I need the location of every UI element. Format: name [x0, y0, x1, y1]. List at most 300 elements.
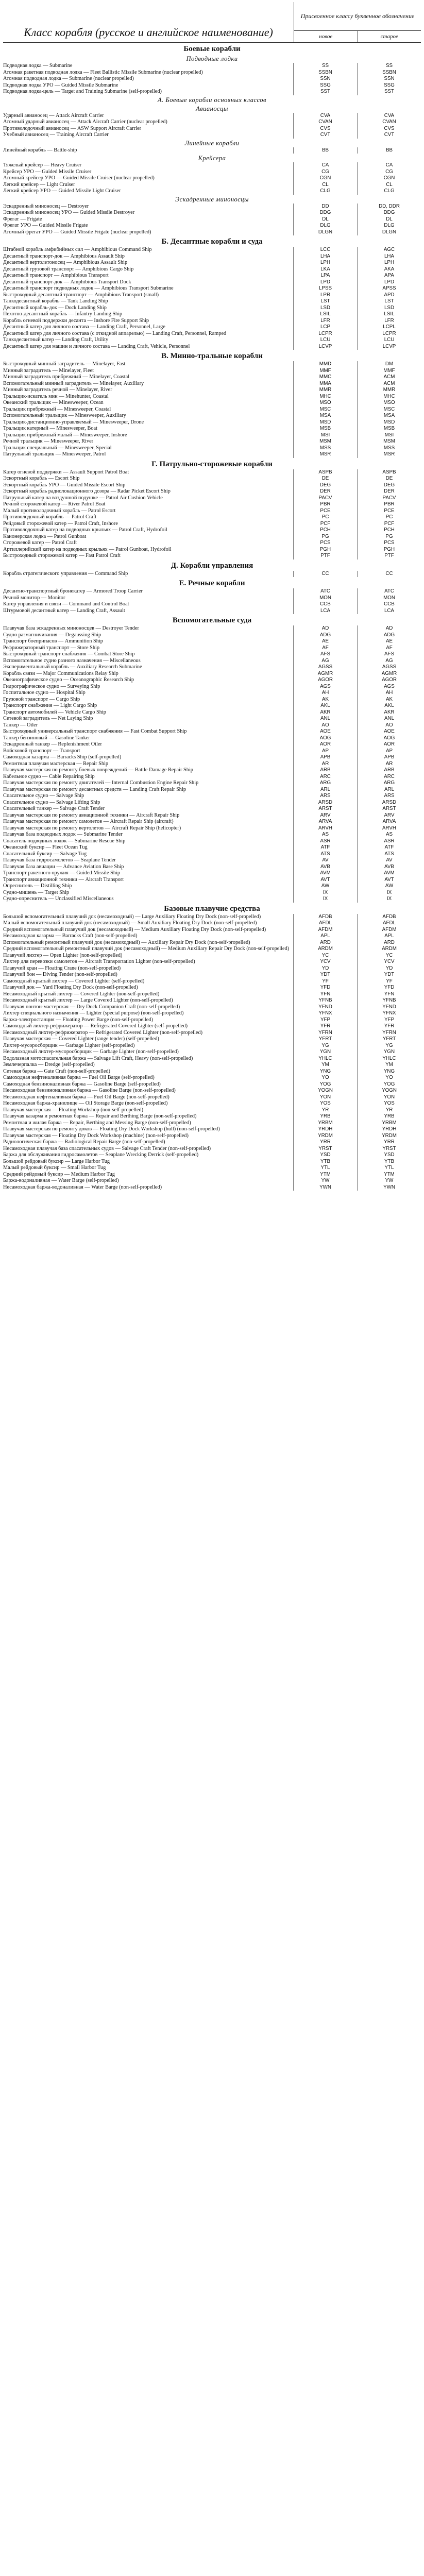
code-new	[293, 991, 357, 998]
code-old	[357, 645, 421, 652]
table-row	[3, 825, 421, 832]
code-old	[357, 476, 421, 482]
code-new	[293, 387, 357, 394]
table-row	[3, 229, 421, 236]
code-value: LPA	[320, 273, 330, 278]
code-value: AF	[386, 645, 393, 651]
code-value: ARSD	[318, 799, 333, 805]
class-name: Вспомогательный ремонтный плавучий док (несамоходный) — Auxiliary Repair Dry Dock (non-self-propelled)	[3, 939, 250, 945]
code-value: MMC	[319, 374, 332, 380]
code-new	[293, 671, 357, 677]
code-new	[293, 426, 357, 432]
code-new	[293, 305, 357, 312]
table-row	[3, 508, 421, 515]
table-row	[3, 381, 421, 387]
class-name: Десантно-транспортный бронекатер — Armored Troop Carrier	[3, 588, 143, 594]
code-value: AFS	[320, 651, 331, 657]
code-new	[293, 787, 357, 793]
table-row	[3, 400, 421, 406]
code-value: AW	[385, 883, 394, 889]
table-row	[3, 482, 421, 489]
table-row	[3, 832, 421, 838]
code-new	[293, 1036, 357, 1043]
code-old	[357, 754, 421, 761]
code-value: YSD	[384, 1152, 395, 1158]
table-row	[3, 337, 421, 344]
class-name: Тральщик катерный — Minesweeper, Boat	[3, 426, 97, 431]
code-value: MSC	[383, 406, 395, 412]
code-new	[293, 394, 357, 400]
class-name: Плавучая база подводных лодок — Submarine Tender	[3, 832, 123, 837]
class-name: Вспомогательное судно разного назначения — Miscellaneous	[3, 657, 141, 664]
code-value: MSI	[384, 432, 394, 438]
code-value: YOGN	[382, 1088, 397, 1093]
code-new	[293, 89, 357, 95]
class-name: Плавучая база гидросамолетов — Seaplane Tender	[3, 857, 116, 863]
code-value: ARC	[320, 773, 331, 779]
code-new	[293, 838, 357, 845]
table-row	[3, 331, 421, 337]
class-name: Тральщик прибрежный — Minesweeper, Coastal	[3, 406, 111, 412]
code-new	[293, 508, 357, 515]
code-new	[293, 204, 357, 210]
code-new	[293, 1120, 357, 1127]
code-value: CGN	[319, 175, 331, 181]
table-row	[3, 703, 421, 709]
code-new	[293, 1139, 357, 1146]
class-name: Баржа-электростанция — Floating Power Barge (non-self-propelled)	[3, 1016, 153, 1023]
table-row	[3, 864, 421, 871]
code-value: MHC	[319, 393, 331, 399]
code-value: YTB	[320, 1158, 331, 1164]
code-value: YD	[321, 965, 329, 971]
code-value: DDG	[319, 210, 331, 215]
code-old	[357, 703, 421, 709]
code-value: YGN	[383, 1049, 395, 1055]
code-value: ASR	[384, 838, 395, 844]
code-value: MSB	[319, 426, 331, 431]
code-old	[357, 406, 421, 413]
code-new	[293, 1081, 357, 1088]
code-value: AOG	[383, 735, 395, 741]
group-subtitle: Подводные лодки	[186, 55, 238, 62]
table-row	[3, 273, 421, 279]
code-value: MSD	[383, 419, 395, 425]
class-name: Учебный авианосец — Training Aircraft Carrier	[3, 132, 109, 138]
code-value: LCA	[384, 607, 395, 614]
code-old	[357, 927, 421, 934]
code-value: MSA	[383, 413, 395, 418]
table-row	[3, 1139, 421, 1146]
code-value: SSG	[320, 82, 331, 88]
code-old	[357, 175, 421, 182]
class-name: Несамоходная бензиноналивная баржа — Gasoline Barge (non-self-propelled)	[3, 1088, 176, 1093]
code-new	[293, 978, 357, 985]
code-old	[357, 119, 421, 126]
class-name: Судно-опреснитель — Unclassified Miscellaneous	[3, 896, 114, 902]
code-old	[357, 419, 421, 426]
code-old	[357, 182, 421, 189]
class-name: Быстроходный транспорт снабжения — Combat Store Ship	[3, 651, 135, 657]
code-new	[293, 547, 357, 553]
code-value: MSM	[383, 438, 395, 444]
group-subtitle: Эскадренные миноносцы	[175, 195, 249, 203]
code-old	[357, 825, 421, 832]
code-value: YFN	[320, 991, 331, 997]
table-row	[3, 991, 421, 998]
code-value: SSG	[384, 82, 395, 88]
code-value: LCPL	[383, 324, 396, 330]
table-row	[3, 1107, 421, 1114]
code-old	[357, 933, 421, 940]
code-new	[293, 253, 357, 260]
code-new	[293, 482, 357, 489]
code-value: LCU	[384, 337, 395, 343]
table-row	[3, 851, 421, 858]
table-row	[3, 684, 421, 690]
class-name: Легкий крейсер — Light Cruiser	[3, 181, 75, 188]
code-value: AVM	[384, 870, 395, 876]
class-name: Десантный транспорт-док — Amphibious Transport Dock	[3, 279, 131, 285]
code-value: YFRT	[318, 1036, 332, 1042]
code-old	[357, 997, 421, 1004]
code-value: MSI	[320, 432, 330, 438]
code-new	[293, 883, 357, 890]
code-value: YHLC	[318, 1055, 332, 1061]
code-old	[357, 677, 421, 684]
code-value: AG	[321, 657, 329, 664]
code-old	[357, 162, 421, 169]
code-value: AD	[385, 625, 393, 631]
code-new	[293, 70, 357, 76]
code-old	[357, 381, 421, 387]
code-new	[293, 285, 357, 292]
code-value: DDG	[383, 210, 395, 215]
code-old	[357, 1049, 421, 1056]
table-row	[3, 933, 421, 940]
code-new	[293, 754, 357, 761]
code-value: AFDM	[318, 926, 333, 933]
table-row	[3, 1184, 421, 1191]
class-name: Легкий крейсер УРО — Guided Missile Light Cruiser	[3, 188, 121, 194]
code-value: PCH	[384, 527, 395, 533]
class-name: Катер огневой поддержки — Assault Support Patrol Boat	[3, 469, 129, 475]
code-value: PC	[385, 514, 393, 520]
code-value: MMR	[319, 387, 332, 393]
class-name: Линейный корабль — Battle-ship	[3, 147, 77, 153]
code-value: LCPR	[318, 330, 332, 336]
code-value: AVM	[320, 870, 331, 876]
code-new	[293, 1172, 357, 1178]
code-value: ARV	[384, 812, 395, 818]
code-value: MMF	[383, 367, 395, 374]
class-name: Подводная лодка УРО — Guided Missile Submarine	[3, 82, 118, 88]
class-name: Вспомогательный тральщик — Minesweeper, Auxiliary	[3, 413, 126, 418]
table-row	[3, 210, 421, 216]
code-value: AKL	[384, 703, 394, 708]
code-value: CLG	[384, 188, 395, 194]
table-row	[3, 501, 421, 508]
table-row	[3, 671, 421, 677]
code-value: ARD	[320, 939, 331, 945]
code-old	[357, 877, 421, 884]
code-value: YTM	[320, 1171, 331, 1177]
code-new	[293, 279, 357, 286]
class-name: Эскадренный миноносец УРО — Guided Missile Destroyer	[3, 210, 135, 215]
code-value: YW	[321, 1178, 330, 1183]
class-name: Лихтер-мусоросборщик — Garbage Lighter (self-propelled)	[3, 1042, 135, 1048]
code-value: LPH	[320, 260, 331, 265]
code-old	[357, 1075, 421, 1081]
code-value: AW	[321, 883, 330, 889]
class-name: Лихтер специального назначения — Lighter (special purpose) (non-self-propelled)	[3, 1010, 184, 1016]
code-value: MSR	[319, 451, 331, 457]
code-old	[357, 298, 421, 305]
code-new	[293, 1023, 357, 1030]
code-old	[357, 748, 421, 755]
code-value: LPR	[320, 292, 331, 298]
class-name: Десантный вертолетоносец — Amphibious Assault Ship	[3, 260, 128, 265]
class-name: Патрульный тральщик — Minesweeper, Patrol	[3, 451, 106, 457]
code-old	[357, 445, 421, 452]
class-name: Плавучий кран — Floating Crane (non-self-propelled)	[3, 965, 121, 971]
class-name: Кабельное судно — Cable Repairing Ship	[3, 773, 95, 779]
class-name: Плавучая казарма и ремонтная баржа — Repair and Berthing Barge (non-self-propelled)	[3, 1113, 197, 1119]
code-old	[357, 1178, 421, 1184]
section-title: Базовые плавучие средства	[164, 904, 260, 913]
table-row	[3, 571, 421, 578]
code-value: DLG	[320, 223, 331, 228]
code-value: YR	[321, 1107, 329, 1113]
class-name: Самоходная бензиноналивная баржа — Gasoline Barge (self-propelled)	[3, 1081, 161, 1087]
table-row	[3, 305, 421, 312]
class-name: Самоходная казарма — Barracks Ship (self-propelled)	[3, 754, 122, 760]
table-row	[3, 1004, 421, 1011]
code-old	[357, 1010, 421, 1017]
code-new	[293, 972, 357, 978]
code-value: AH	[385, 690, 393, 696]
table-row	[3, 716, 421, 722]
code-value: LSIL	[384, 311, 395, 317]
code-new	[293, 229, 357, 236]
table-row	[3, 292, 421, 299]
code-old	[357, 438, 421, 445]
column-header-class: Класс корабля (русское и английское наименование)	[24, 26, 273, 39]
code-value: ADG	[319, 632, 331, 638]
section-title: Е. Речные корабли	[179, 579, 245, 587]
code-old	[357, 374, 421, 381]
code-value: ARG	[319, 780, 331, 786]
code-value: AS	[321, 832, 329, 837]
code-old	[357, 223, 421, 229]
code-value: ATS	[384, 851, 394, 857]
group-subtitle: Линейные корабли	[184, 139, 240, 147]
code-value: ATF	[384, 844, 394, 850]
code-value: YFP	[320, 1016, 331, 1023]
class-name: Госпитальное судно — Hospital Ship	[3, 690, 86, 696]
code-old	[357, 216, 421, 223]
code-old	[357, 806, 421, 812]
code-new	[293, 413, 357, 419]
code-new	[293, 451, 357, 458]
code-old	[357, 229, 421, 236]
code-value: MSM	[319, 438, 331, 444]
class-name: Вспомогательный минный заградитель — Minelayer, Auxiliary	[3, 380, 144, 386]
code-new	[293, 1165, 357, 1172]
code-value: CVS	[384, 125, 395, 131]
table-row	[3, 413, 421, 419]
class-name: Малый вспомогательный плавучий док (несамоходный) — Small Auxiliary Floating Dry Dock (non-self-propelled)	[3, 920, 257, 926]
code-old	[357, 844, 421, 851]
code-value: ATF	[320, 844, 330, 850]
code-value: ARD	[384, 939, 395, 945]
class-name: Эскортный корабль радиолокационного дозора — Radar Picket Escort Ship	[3, 488, 171, 494]
code-old	[357, 285, 421, 292]
code-value: MMD	[319, 361, 332, 367]
code-old	[357, 126, 421, 132]
code-old	[357, 204, 421, 210]
code-old	[357, 595, 421, 602]
code-value: DE	[321, 476, 329, 481]
table-row	[3, 914, 421, 921]
table-row	[3, 997, 421, 1004]
table-row	[3, 368, 421, 375]
code-new	[293, 337, 357, 344]
code-new	[293, 940, 357, 946]
code-value: DEG	[383, 482, 395, 488]
table-row	[3, 972, 421, 978]
class-name: Радиологическая баржа — Radiological Repair Barge (non-self-propelled)	[3, 1139, 165, 1145]
code-new	[293, 63, 357, 70]
code-new	[293, 406, 357, 413]
code-value: APSS	[382, 285, 396, 291]
code-old	[357, 89, 421, 95]
code-value: CVT	[320, 132, 331, 138]
code-value: AKA	[384, 266, 395, 272]
code-old	[357, 735, 421, 742]
class-name: Судно размагничивания — Degaussing Ship	[3, 632, 101, 638]
table-row	[3, 82, 421, 89]
code-value: LCP	[320, 324, 331, 330]
table-row	[3, 553, 421, 560]
table-row	[3, 279, 421, 286]
code-value: AO	[321, 722, 329, 728]
code-old	[357, 819, 421, 825]
class-name: Малый рейдовый буксир — Small Harbor Tug	[3, 1165, 106, 1171]
table-row	[3, 1126, 421, 1133]
class-name: Тральщик-дистанционно-управляемый — Minesweeper, Drone	[3, 419, 144, 425]
code-old	[357, 273, 421, 279]
class-name: Плавучая мастерская — Covered Lighter (range tender) (self-propelled)	[3, 1036, 159, 1042]
code-old	[357, 501, 421, 508]
code-old	[357, 553, 421, 560]
code-new	[293, 677, 357, 684]
code-value: MON	[319, 595, 331, 601]
group-subtitle: А. Боевые корабли основных классов	[158, 96, 266, 104]
class-name: Транспорт авиационной техники — Aircraft Transport	[3, 876, 124, 883]
code-new	[293, 1100, 357, 1107]
code-old	[357, 1017, 421, 1024]
code-old	[357, 482, 421, 489]
code-new	[293, 625, 357, 632]
code-old	[357, 959, 421, 965]
table-row	[3, 588, 421, 595]
code-value: LPD	[320, 279, 331, 285]
code-old	[357, 451, 421, 458]
code-old	[357, 266, 421, 273]
class-name: Несамоходный крытый лихтер — Covered Lighter (non-self-propelled)	[3, 991, 160, 997]
code-value: ACM	[383, 380, 395, 386]
code-value: LCPR	[382, 330, 396, 336]
code-old	[357, 387, 421, 394]
code-value: ANL	[320, 716, 331, 721]
class-name: Несамоходная баржа-водоналивная — Water Barge (non-self-propelled)	[3, 1184, 162, 1190]
table-row	[3, 927, 421, 934]
code-value: AGOR	[382, 677, 397, 683]
code-value: AE	[321, 638, 329, 644]
table-row	[3, 70, 421, 76]
class-name: Противолодочный авианосец — ASW Support Aircraft Carrier	[3, 125, 142, 131]
code-value: YSD	[320, 1152, 331, 1158]
code-old	[357, 279, 421, 286]
code-old	[357, 1146, 421, 1153]
table-row	[3, 1152, 421, 1159]
code-value: PCF	[384, 520, 395, 527]
code-value: YWN	[319, 1184, 331, 1190]
class-name: Большой вспомогательный плавучий док (несамоходный) — Large Auxiliary Floating Dry Dock (non-self-propelled)	[3, 913, 261, 920]
code-new	[293, 1113, 357, 1120]
code-new	[293, 501, 357, 508]
code-value: ADG	[383, 632, 395, 638]
table-row	[3, 469, 421, 476]
code-value: SS	[321, 63, 329, 69]
class-name: Плавучий бон — Diving Tender (non-self-propelled)	[3, 972, 117, 977]
class-name: Противолодочный катер на подводных крыльях — Patrol Craft, Hydrofoil	[3, 527, 167, 533]
code-value: AR	[321, 760, 329, 767]
code-new	[293, 1004, 357, 1011]
code-value: YTL	[384, 1165, 394, 1171]
class-name: Корабль огневой поддержки десанта — Inshore Fire Support Ship	[3, 317, 149, 324]
code-old	[357, 1043, 421, 1049]
code-old	[357, 324, 421, 331]
table-row	[3, 651, 421, 658]
code-new	[293, 298, 357, 305]
code-value: ARVA	[318, 819, 332, 824]
class-name: Десантный транспорт-док — Amphibious Assault Ship	[3, 253, 125, 259]
code-new	[293, 292, 357, 299]
table-row	[3, 857, 421, 864]
code-old	[357, 147, 421, 154]
code-value: YRDH	[318, 1126, 333, 1132]
section-title: Г. Патрульно-сторожевые корабли	[151, 460, 273, 468]
code-value: MMR	[383, 387, 396, 393]
code-new	[293, 1178, 357, 1184]
code-value: ASPB	[318, 469, 332, 475]
code-new	[293, 748, 357, 755]
class-name: Противолодочный корабль — Patrol Craft	[3, 514, 97, 520]
code-old	[357, 1004, 421, 1011]
code-value: AVT	[320, 876, 330, 883]
code-value: YF	[386, 978, 393, 984]
code-value: YM	[321, 1062, 329, 1067]
code-new	[293, 488, 357, 495]
class-name: Артиллерийский катер на подводных крыльях — Patrol Gunboat, Hydrofoil	[3, 546, 172, 552]
table-row	[3, 419, 421, 426]
code-old	[357, 1036, 421, 1043]
table-row	[3, 638, 421, 645]
code-value: LKA	[320, 266, 330, 272]
code-new	[293, 735, 357, 742]
